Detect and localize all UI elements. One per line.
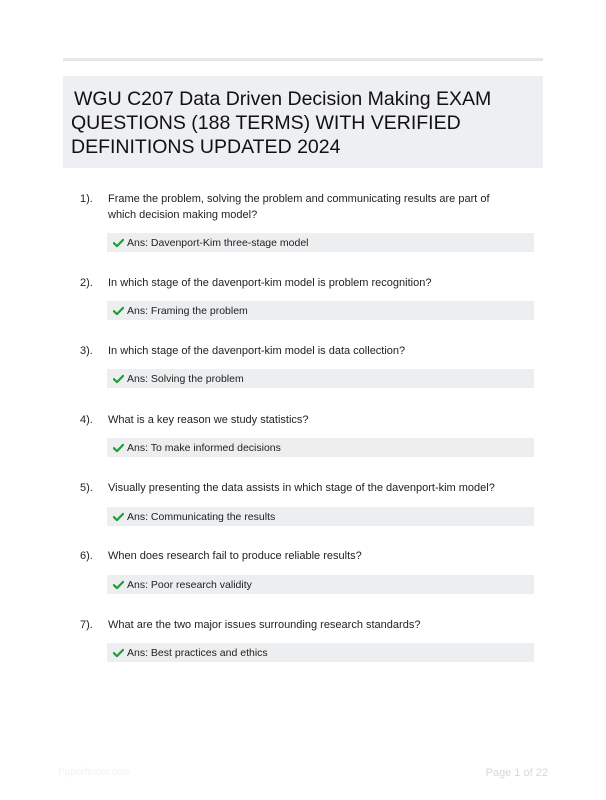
top-divider: [63, 58, 543, 61]
page-indicator: Page 1 of 22: [485, 767, 548, 779]
check-icon: [113, 238, 124, 248]
answer-box: [107, 369, 534, 388]
question-number: 1).: [80, 193, 93, 205]
answer-text: Ans: To make informed decisions: [127, 441, 281, 454]
answer-box: [107, 643, 534, 662]
title-banner: [63, 76, 543, 168]
question-text: What are the two major issues surrounding research standards?: [108, 619, 421, 631]
check-icon: [113, 648, 124, 658]
answer-text: Ans: Best practices and ethics: [127, 646, 268, 659]
answer-box: [107, 575, 534, 594]
check-icon: [113, 374, 124, 384]
question-number: 2).: [80, 277, 93, 289]
check-icon: [113, 443, 124, 453]
answer-text: Ans: Solving the problem: [127, 372, 244, 385]
answer-box: [107, 438, 534, 457]
answer-text: Ans: Communicating the results: [127, 510, 276, 523]
question-text: In which stage of the davenport-kim model is data collection?: [108, 345, 406, 357]
question-number: 4).: [80, 414, 93, 426]
question-number: 5).: [80, 482, 93, 494]
answer-box: [107, 233, 534, 252]
answer-text: Ans: Poor research validity: [127, 578, 252, 591]
question-text: When does research fail to produce reliable results?: [108, 550, 362, 562]
question-number: 6).: [80, 550, 93, 562]
question-text: What is a key reason we study statistics?: [108, 414, 309, 426]
answer-text: Ans: Davenport-Kim three-stage model: [127, 236, 309, 249]
question-text: In which stage of the davenport-kim model is problem recognition?: [108, 277, 432, 289]
check-icon: [113, 580, 124, 590]
answer-box: [107, 301, 534, 320]
answer-text: Ans: Framing the problem: [127, 304, 248, 317]
question-text: Frame the problem, solving the problem and communicating results are part of which decision making model?: [108, 193, 490, 221]
question-number: 7).: [80, 619, 93, 631]
question-text: Visually presenting the data assists in which stage of the davenport-kim model?: [108, 482, 495, 494]
footer-watermark: Paperfinder.com: [58, 767, 131, 778]
check-icon: [113, 512, 124, 522]
answer-box: [107, 507, 534, 526]
document-title: WGU C207 Data Driven Decision Making EXAM QUESTIONS (188 TERMS) WITH VERIFIED DEFINITIONS UPDATED 2024: [71, 88, 492, 158]
question-number: 3).: [80, 345, 93, 357]
check-icon: [113, 306, 124, 316]
